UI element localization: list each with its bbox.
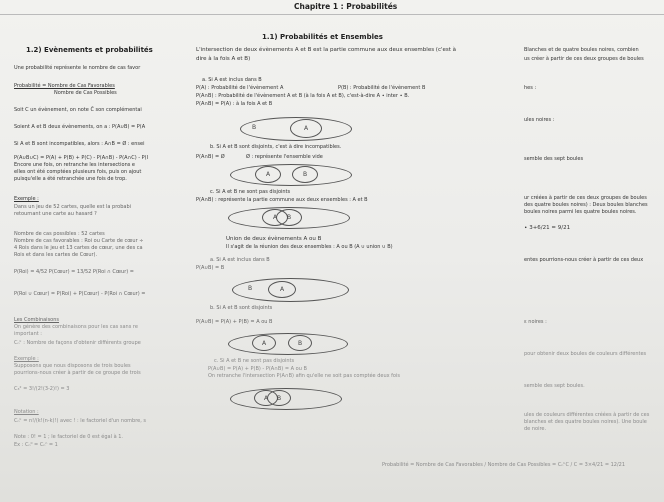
left-line: Probabilité = Nombre de Cas Favorables [14, 83, 115, 89]
left-line: Encore une fois, on retranche les intersections e [14, 162, 136, 168]
venn-label-a: A [279, 286, 285, 293]
left-line: P(Roi) = 4/52 P(Cœur) = 13/52 P(Roi ∩ Cœur) = [14, 269, 134, 275]
left-line: Cₙᵏ = n!/(k!(n-k)!) avec ! : le factoriel d'un nombre, s [14, 418, 147, 424]
venn-label-a: A [272, 214, 278, 221]
case-b-note: Ø : représente l'ensemble vide [246, 154, 323, 160]
case-b-title: b. Si A et B sont disjoints, c'est à dire incompatibles. [210, 144, 342, 150]
left-line: Exemple : [14, 196, 39, 202]
left-line: puisqu'elle a été retranchée une fois de trop. [14, 176, 127, 182]
right-line: pour obtenir deux boules de couleurs différentes [524, 351, 647, 357]
left-line: Note : 0! = 1 ; le factoriel de 0 est égal à 1. [14, 434, 124, 440]
right-line: ules de couleurs différentes créées à partir de ces [524, 412, 650, 418]
right-line: entes pourrions-nous créer à partir de ces deux [524, 257, 644, 263]
left-line: Nombre de cas favorables : Roi ou Carte de cœur ÷ [14, 238, 144, 244]
venn-label-b: B [302, 171, 308, 178]
union-b-title: b. Si A et B sont disjoints [210, 305, 273, 311]
union-a-title: a. Si A est inclus dans B [210, 257, 270, 263]
right-line: de noire. [524, 426, 547, 432]
right-line: semble des sept boules. [524, 383, 585, 389]
left-line: elles ont été comptées plusieurs fois, puis on ajout [14, 169, 142, 175]
chapter-title: Chapitre 1 : Probabilités [294, 2, 398, 11]
venn-overlap-b [276, 209, 302, 226]
case-c-line: P(A∩B) : représente la partie commune aux deux ensembles : A et B [196, 197, 368, 203]
venn-label-a: A [261, 339, 267, 347]
left-line: Notation : [14, 409, 39, 415]
left-section-title: 1.2) Evènements et probabilités [26, 46, 153, 54]
union-c-title: c. Si A et B ne sont pas disjoints [214, 358, 295, 364]
union-b-formula: P(A∪B) = P(A) + P(B) = A ou B [196, 319, 273, 325]
left-line: 4 Rois dans le jeu et 13 cartes de cœur, une des ca [14, 245, 143, 251]
case-a-line3: P(A∩B) = P(A) : à la fois A et B [196, 101, 273, 107]
left-line: Nombre de cas possibles : 52 cartes [14, 231, 105, 237]
left-line: P(A∪B∪C) = P(A) + P(B) + P(C) - P(A∩B) - P(A∩C) - P(I [14, 155, 149, 161]
right-line: ∙ 3+6/21 = 9/21 [524, 225, 571, 231]
left-line: Cₙᵏ : Nombre de façons d'obtenir différents groupe [14, 340, 141, 346]
left-line: Nombre de Cas Possibles [54, 90, 117, 96]
left-line: Les Combinaisons [14, 317, 60, 323]
venn-union-a [268, 281, 296, 298]
left-line: Exemple : [14, 356, 39, 362]
right-line: des quatre boules noires) : Deux boules blanches [524, 202, 648, 208]
left-line: pourrions-nous créer à partir de ce groupe de trois [14, 370, 141, 376]
venn-label-a: A [263, 394, 269, 402]
intro-line: L'intersection de deux évènements A et B est la partie commune aux deux ensembles (c'est à [196, 47, 457, 53]
intro-line: dire à la fois A et B) [196, 56, 251, 62]
right-line: ur créées à partir de ces deux groupes de boules [524, 195, 647, 201]
left-line: P(Roi ∪ Cœur) = P(Roi) + P(Cœur) - P(Roi ∩ Cœur) = [14, 291, 146, 297]
left-line: Soit C un évènement, on note C̄ son complémentai [14, 107, 142, 113]
venn-set-a [290, 119, 322, 138]
venn-label-b: B [276, 394, 282, 402]
venn-disjoint-b [292, 166, 318, 183]
case-a-title: a. Si A est inclus dans B [202, 77, 262, 83]
union-line: Il s'agit de la réunion des deux ensembles : A ou B (A ∪ union ∪ B) [226, 244, 393, 250]
header-rule [0, 14, 664, 15]
left-line: Supposons que nous disposons de trois boules [14, 363, 131, 369]
union-title: Union de deux évènements A ou B [226, 236, 322, 242]
venn-union-disjoint-b [288, 335, 312, 351]
right-line: Blanches et de quatre boules noires, combien [524, 47, 639, 53]
left-line: Une probabilité représente le nombre de cas favor [14, 65, 141, 71]
venn-label-a: A [265, 171, 271, 178]
left-line: C₃² = 3!/(2!(3-2)!) = 3 [14, 386, 70, 392]
venn-label-b: B [252, 124, 257, 131]
venn-label-a: A [303, 125, 309, 132]
union-a-formula: P(A∪B) = B [196, 265, 225, 271]
venn-union-disjoint-a [252, 335, 276, 351]
right-line: ɛ noires : [524, 319, 547, 325]
case-a-line1-right: P(B) : Probabilité de l'évènement B [338, 85, 426, 91]
right-line: ules noires : [524, 117, 555, 123]
left-line: Soient A et B deux évènements, on a : P(A∪B) = P(A [14, 124, 146, 130]
left-line: Dans un jeu de 52 cartes, quelle est la probabi [14, 204, 132, 210]
left-line: retournant une carte au hasard ? [14, 211, 97, 217]
right-line: hes : [524, 85, 537, 91]
venn-union-overlap-b [267, 390, 291, 406]
case-b-formula: P(A∩B) = Ø [196, 154, 225, 160]
right-line: boules noires parmi les quatre boules noires. [524, 209, 637, 215]
right-line: Probabilité = Nombre de Cas Favorables / Nombre de Cas Possibles = CₙᵏC / C = 3×4/21 = 12/21 [382, 462, 626, 468]
case-a-line2: P(A∩B) : Probabilité de l'évènement A et B (à la fois A et B), c'est-à-dire A ∙ inter ∙ B. [196, 93, 410, 99]
venn-label-b: B [297, 339, 303, 347]
left-line: Si A et B sont incompatibles, alors : A∩B = Ø : ensei [14, 141, 145, 147]
venn-label-b: B [286, 214, 292, 221]
venn-disjoint-frame [230, 164, 352, 186]
section-title: 1.1) Probabilités et Ensembles [262, 33, 383, 41]
union-c-note: On retranche l'intersection P(A∩B) afin qu'elle ne soit pas comptée deux fois [208, 373, 400, 379]
right-line: semble des sept boules [524, 156, 584, 162]
right-line: us créer à partir de ces deux groupes de boules [524, 56, 644, 62]
left-line: On génère des combinaisons pour les cas sans re [14, 324, 138, 330]
venn-disjoint-a [255, 166, 281, 183]
left-line: Ex : Cₙ⁰ = Cₙⁿ = 1 [14, 442, 58, 448]
right-line: blanches et des quatre boules noires). Une boule [524, 419, 647, 425]
left-line: Rois et dans les cartes de Cœur). [14, 252, 98, 258]
venn-label-b: B [248, 285, 253, 292]
case-a-line1-left: P(A) : Probabilité de l'évènement A [196, 85, 284, 91]
union-c-formula: P(A∪B) = P(A) + P(B) - P(A∩B) = A ou B [208, 366, 307, 372]
left-line: important : [14, 331, 42, 337]
case-c-title: c. Si A et B ne sont pas disjoints [210, 189, 291, 195]
